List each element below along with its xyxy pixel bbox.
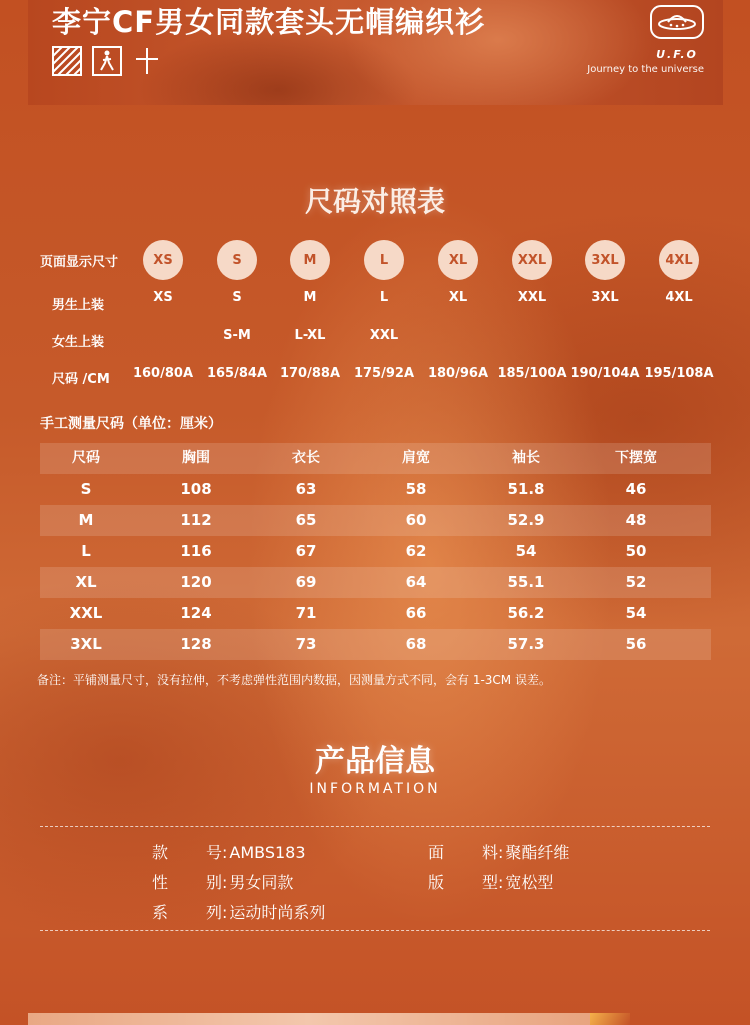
table-cell: 69 [295,573,317,591]
cm-size-cell: 165/84A [206,366,268,381]
table-cell: 62 [405,542,427,560]
male-size-cell: 3XL [591,290,619,305]
female-size-cell: XXL [369,328,399,343]
table-cell: 52 [625,573,647,591]
table-cell: 66 [405,604,427,622]
info-colon: : [222,873,228,892]
row-label-display: 页面显示尺寸 [40,255,119,270]
male-size-cell: XXL [517,290,547,305]
table-cell: 57.3 [507,635,545,653]
table-header-cell: 尺码 [72,450,100,466]
info-value: 宽松型 [505,873,554,892]
table-cell: 73 [295,635,317,653]
info-item-fabric [428,840,569,863]
size-circle: S [217,240,257,280]
info-value: 男女同款 [229,873,294,892]
walking-person-icon [92,46,122,76]
table-cell: 124 [180,604,212,622]
size-circle: L [364,240,404,280]
table-cell: 71 [295,604,317,622]
info-item-gender [152,870,293,893]
info-key: 面料 [428,843,498,862]
female-size-cell: L-XL [294,328,326,343]
divider-bottom [40,930,710,931]
info-colon: : [222,903,228,922]
brand-letters: U.F.O [656,48,698,61]
female-size-row [0,328,750,368]
table-cell: 58 [405,480,427,498]
info-value: AMBS183 [229,843,306,862]
size-circle: 3XL [585,240,625,280]
male-size-cell: XS [153,290,173,305]
table-cell: 120 [180,573,212,591]
info-key: 性别 [152,873,222,892]
cm-size-cell: 190/104A [570,366,640,381]
size-chart-title: 尺码对照表 [304,185,445,218]
product-info-subtitle: INFORMATION [309,781,441,797]
table-cell: 63 [295,480,317,498]
info-colon: : [498,873,504,892]
table-cell: 108 [180,480,212,498]
table-cell: 3XL [70,635,102,653]
info-colon: : [222,843,228,862]
table-cell: 64 [405,573,427,591]
cm-size-cell: 175/92A [353,366,415,381]
cm-size-cell: 160/80A [132,366,194,381]
table-cell: 51.8 [507,480,545,498]
brand-tagline: Journey to the universe [587,64,704,75]
feature-icons [52,46,162,76]
row-label-male: 男生上装 [52,298,105,313]
table-cell: XXL [69,604,103,622]
table-row [40,629,711,660]
male-size-cell: XL [448,290,468,305]
table-cell: S [80,480,92,498]
striped-fabric-icon [52,46,82,76]
measure-table-title: 手工测量尺码（单位：厘米） [40,416,222,432]
cm-size-cell: 180/96A [427,366,489,381]
row-label-cm: 尺码 /CM [52,372,110,387]
info-colon: : [498,843,504,862]
divider-top [40,826,710,827]
size-circle: XS [143,240,183,280]
table-cell: 46 [625,480,647,498]
male-size-cell: S [232,290,242,305]
cm-size-cell: 185/100A [497,366,567,381]
table-cell: 60 [405,511,427,529]
ufo-icon [649,4,705,44]
table-cell: 65 [295,511,317,529]
table-header-cell: 胸围 [182,450,210,466]
table-row [40,474,711,505]
header-banner [28,0,723,105]
table-header-cell: 肩宽 [402,450,430,466]
next-section-accent [590,1013,630,1025]
table-row [40,536,711,567]
table-cell: 50 [625,542,647,560]
table-cell: 68 [405,635,427,653]
table-row [40,505,711,536]
table-cell: XL [75,573,97,591]
info-item-series [152,900,325,923]
info-value: 运动时尚系列 [229,903,326,922]
table-cell: 55.1 [507,573,545,591]
table-row [40,567,711,598]
display-size-row [0,240,750,280]
table-cell: 56.2 [507,604,545,622]
info-key: 款号 [152,843,222,862]
plus-cross-icon [132,46,162,76]
female-size-cell: S-M [223,328,251,343]
product-title: 李宁CF男女同款套头无帽编织衫 [52,5,486,39]
table-cell: 48 [625,511,647,529]
measurement-note: 备注：平铺测量尺寸，没有拉伸，不考虑弹性范围内数据，因测量方式不同，会有 1-3CM 误差。 [37,673,551,687]
table-header-cell: 下摆宽 [615,450,657,466]
info-key: 版型 [428,873,498,892]
table-header-cell: 袖长 [512,450,540,466]
table-cell: 54 [625,604,647,622]
info-item-fit [428,870,553,893]
product-info-title: 产品信息 [315,744,435,779]
info-key: 系列 [152,903,222,922]
size-circle: 4XL [659,240,699,280]
info-value: 聚酯纤维 [505,843,570,862]
row-label-female: 女生上装 [52,335,105,350]
table-cell: 56 [625,635,647,653]
info-item-style-no [152,840,306,863]
cm-size-row [0,366,750,406]
table-row [40,598,711,629]
table-header-cell: 衣长 [292,450,320,466]
table-cell: 54 [515,542,537,560]
table-cell: 128 [180,635,212,653]
next-section-edge [28,1013,590,1025]
cm-size-cell: 195/108A [644,366,714,381]
table-cell: 116 [180,542,212,560]
male-size-cell: 4XL [665,290,693,305]
table-header-row [40,443,711,474]
male-size-cell: L [379,290,389,305]
table-cell: M [78,511,94,529]
table-cell: 52.9 [507,511,545,529]
table-cell: 67 [295,542,317,560]
cm-size-cell: 170/88A [279,366,341,381]
size-circle: M [290,240,330,280]
table-cell: L [81,542,91,560]
male-size-cell: M [303,290,317,305]
size-circle: XXL [512,240,552,280]
table-cell: 112 [180,511,212,529]
ufo-logo [649,4,705,61]
size-circle: XL [438,240,478,280]
male-size-row [0,290,750,330]
